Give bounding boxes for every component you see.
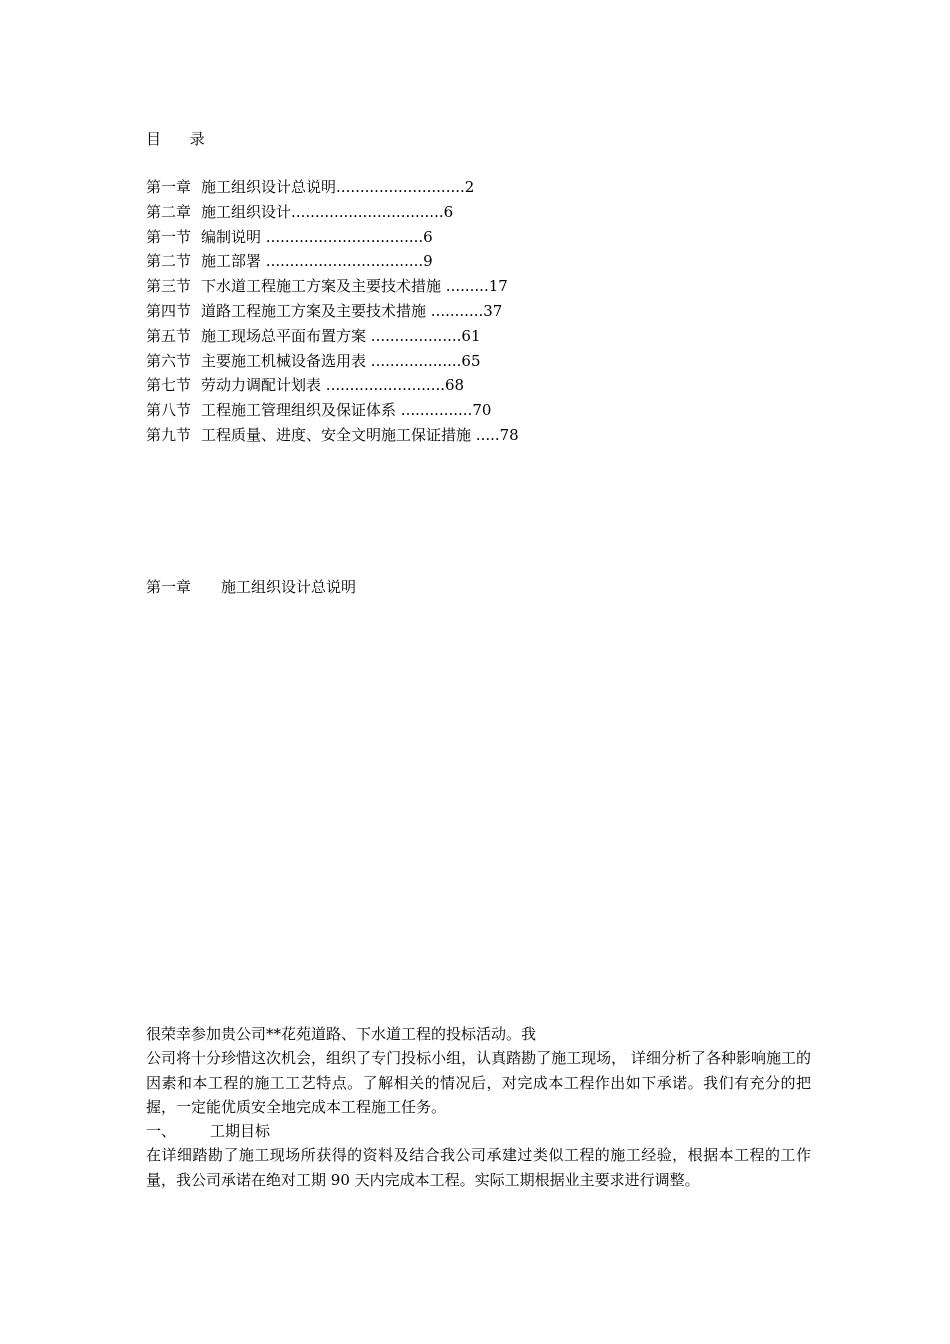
toc-item-number: 第五节 (146, 326, 192, 345)
toc-item-page: 37 (483, 301, 503, 320)
toc-item-page: 17 (488, 277, 508, 296)
section-title: 工期目标 (210, 1122, 271, 1141)
toc-item-title: 施工现场总平面布置方案 (201, 326, 367, 345)
toc-item-number: 第三节 (146, 277, 192, 296)
toc-item-title: 施工部署 (201, 252, 262, 271)
toc-item-page: 6 (423, 227, 433, 246)
toc-item-page: 9 (423, 252, 433, 271)
toc-item[interactable] (146, 249, 519, 274)
toc-item-title: 施工组织设计 (201, 202, 292, 221)
toc-item-number: 第一章 (146, 178, 192, 196)
toc-item-leader: ................................. (261, 252, 424, 271)
toc-item-leader: ........................... (336, 178, 465, 196)
toc-item[interactable] (146, 398, 519, 423)
section-number: 一、 (146, 1122, 177, 1141)
chapter-heading (146, 576, 356, 597)
toc-item-number: 第九节 (146, 425, 192, 444)
toc-item-number: 第二章 (146, 202, 192, 221)
toc-item-number: 第七节 (146, 376, 192, 395)
toc-heading: 目 录 (146, 130, 217, 148)
table-of-contents (146, 175, 519, 448)
toc-item-number: 第一节 (146, 227, 192, 246)
toc-item-leader: ..... (471, 425, 500, 444)
toc-item-leader: ................... (366, 351, 462, 370)
toc-item-leader: ............... (396, 401, 473, 420)
section-heading (146, 1119, 811, 1143)
toc-item-number: 第二节 (146, 252, 192, 271)
toc-item[interactable] (146, 373, 519, 398)
toc-item-title: 道路工程施工方案及主要技术措施 (201, 301, 427, 320)
toc-item[interactable] (146, 324, 519, 349)
toc-item-page: 78 (499, 425, 519, 444)
toc-item-title: 主要施工机械设备选用表 (201, 351, 367, 370)
toc-item-title: 工程施工管理组织及保证体系 (201, 401, 397, 420)
paragraph-intro-line1: 很荣幸参加贵公司**花苑道路、下水道工程的投标活动。我 (146, 1025, 537, 1043)
toc-item-page: 6 (443, 202, 454, 221)
toc-item-number: 第四节 (146, 301, 192, 320)
toc-item[interactable] (146, 175, 519, 200)
toc-item-leader: ......................... (321, 376, 446, 395)
toc-item-title: 编制说明 (201, 227, 262, 246)
toc-item[interactable] (146, 423, 519, 448)
toc-item-leader: ................................. (261, 227, 424, 246)
paragraph-intro: 公司将十分珍惜这次机会，组织了专门投标小组，认真踏勘了施工现场， 详细分析了各种影响施工的因素和本工程的施工工艺特点。了解相关的情况后，对完成本工程作出如下承诺。我们有充分的把握，一定能优质安全地完成本工程施工任务。 (146, 1049, 811, 1116)
toc-item-number: 第六节 (146, 351, 192, 370)
toc-item-page: 68 (445, 376, 465, 395)
toc-item-page: 61 (461, 326, 481, 345)
toc-item-page: 65 (461, 351, 481, 370)
toc-item-title: 劳动力调配计划表 (201, 376, 322, 395)
toc-item[interactable] (146, 274, 519, 299)
toc-item[interactable] (146, 349, 519, 374)
chapter-number: 第一章 (146, 578, 192, 596)
paragraph-schedule: 在详细踏勘了施工现场所获得的资料及结合我公司承建过类似工程的施工经验，根据本工程的工作量，我公司承诺在绝对工期 90 天内完成本工程。实际工期根据业主要求进行调整。 (146, 1146, 811, 1189)
toc-item-page: 2 (464, 178, 475, 196)
toc-item[interactable] (146, 225, 519, 250)
toc-item-page: 70 (472, 401, 492, 420)
toc-item-number: 第八节 (146, 401, 192, 420)
toc-item-title: 施工组织设计总说明 (201, 178, 337, 196)
toc-item-title: 下水道工程施工方案及主要技术措施 (201, 277, 442, 296)
toc-item-leader: ................... (366, 326, 462, 345)
toc-item[interactable] (146, 299, 519, 324)
toc-item[interactable] (146, 200, 519, 225)
toc-item-title: 工程质量、进度、安全文明施工保证措施 (201, 425, 472, 444)
chapter-title: 施工组织设计总说明 (221, 578, 357, 596)
toc-item-leader: ................................ (291, 202, 444, 221)
toc-item-leader: ......... (441, 277, 489, 296)
toc-item-leader: ........... (426, 301, 484, 320)
body-text (146, 1022, 811, 1192)
